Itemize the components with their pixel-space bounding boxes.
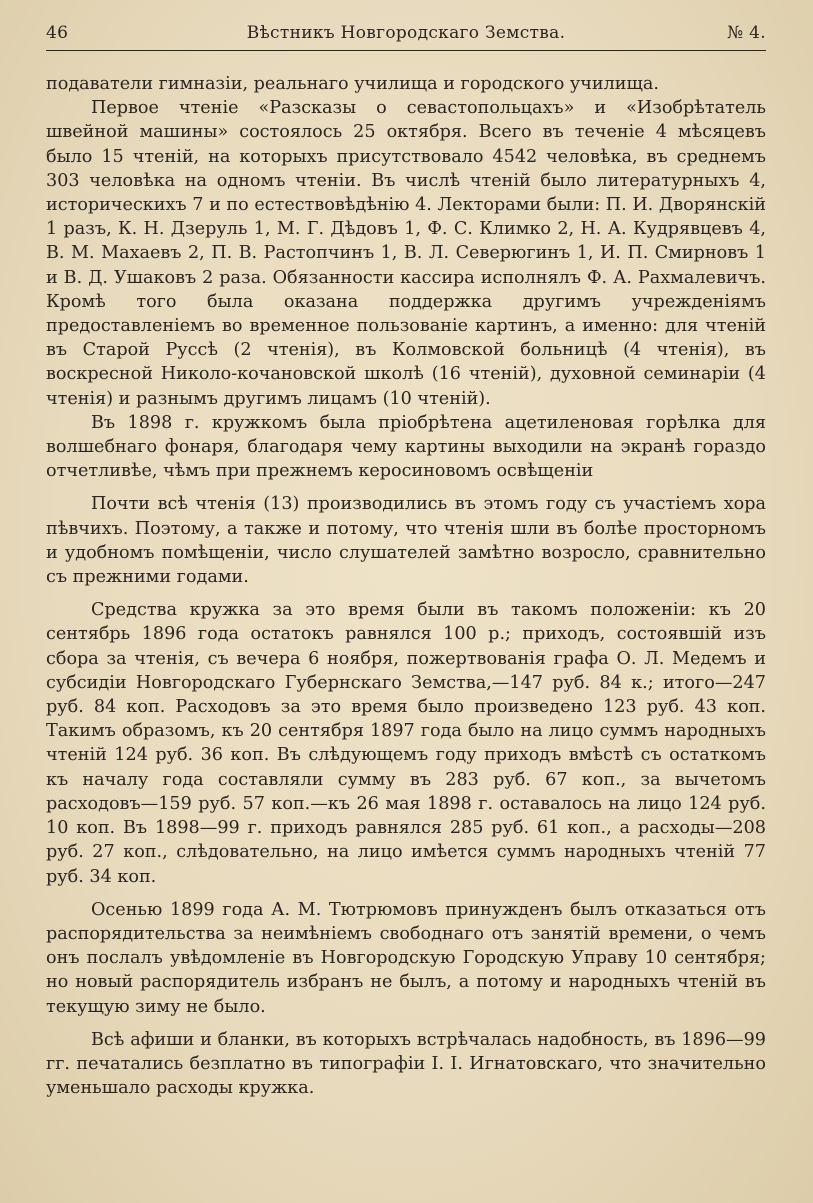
paragraph-choir: Почти всѣ чтенія (13) производились въ этомъ году съ участіемъ хора пѣвчихъ. Поэтому, а также и потому, что чтенія шли въ болѣе просторномъ и удобномъ помѣщеніи, число слушателей замѣтно возросло, сравнительно съ прежними годами. xyxy=(46,494,766,588)
paragraph-first-readings: Первое чтеніе «Разсказы о севастопольцахъ» и «Изобрѣтатель швейной машины» состоялось 25 октября. Всего въ теченіе 4 мѣсяцевъ было 15 чтеній, на которыхъ присутствовало 4542 человѣка, въ среднемъ 303 человѣка на одномъ чтеніи. Въ числѣ чтеній было литературныхъ 4, историческихъ 7 и по естествовѣдѣнію 4. Лекторами были: П. И. Дворянскій 1 разъ, К. Н. Дзеруль 1, М. Г. Дѣдовъ 1, Ф. С. Климко 2, Н. А. Кудрявцевъ 4, В. М. Махаевъ 2, П. В. Растопчинъ 1, В. Л. Северюгинъ 1, И. П. Смирновъ 1 и В. Д. Ушаковъ 2 раза. Обязанности кассира исполнялъ Ф. А. Рахмалевичъ. Кромѣ того была оказана поддержка другимъ учрежденіямъ предоставленіемъ во временное пользованіе картинъ, а именно: для чтеній въ Старой Руссѣ (2 чтенія), въ Колмовской больницѣ (4 чтенія), въ воскресной Николо-кочановской школѣ (16 чтеній), духовной семинаріи (4 чтенія) и разнымъ другимъ лицамъ (10 чтеній). xyxy=(46,98,766,409)
paragraph-autumn-1899: Осенью 1899 года А. М. Тютрюмовъ принужденъ былъ отказаться отъ распорядительства за неимѣніемъ свободнаго отъ занятій времени, о чемъ онъ послалъ увѣдомленіе въ Новгородскую Городскую Управу 10 сентября; но новый распорядитель избранъ не былъ, а потому и народныхъ чтеній въ текущую зиму не было. xyxy=(46,899,766,1017)
page-number: 46 xyxy=(46,23,69,43)
paragraph-printing: Всѣ афиши и бланки, въ которыхъ встрѣчалась надобность, въ 1896—99 гг. печатались безплатно въ типографіи І. І. Игнатовскаго, что значительно уменьшало расходы кружка. xyxy=(46,1029,766,1099)
issue-number: № 4. xyxy=(727,23,766,43)
journal-title: Вѣстникъ Новгородскаго Земства. xyxy=(246,23,566,43)
body-text xyxy=(46,72,766,1100)
paragraph-acetylene-lamp: Въ 1898 г. кружкомъ была пріобрѣтена ацетиленовая горѣлка для волшебнаго фонаря, благодаря чему картины выходили на экранѣ гораздо отчетливѣе, чѣмъ при прежнемъ керосиновомъ освѣщеніи xyxy=(46,412,766,482)
running-header xyxy=(46,20,766,51)
paragraph-finances: Средства кружка за это время были въ такомъ положеніи: къ 20 сентябрь 1896 года остатокъ равнялся 100 р.; приходъ, состоявшій изъ сбора за чтенія, съ вечера 6 ноября, пожертвованія графа О. Л. Медемъ и субсидіи Новгородскаго Губернскаго Земства,—147 руб. 84 к.; итого—247 руб. 84 коп. Расходовъ за это время было произведено 123 руб. 43 коп. Такимъ образомъ, къ 20 сентября 1897 года было на лицо суммъ народныхъ чтеній 124 руб. 36 коп. Въ слѣдующемъ году приходъ вмѣстѣ съ остаткомъ къ началу года составляли сумму въ 283 руб. 67 коп., за вычетомъ расходовъ—159 руб. 57 коп.—къ 26 мая 1898 г. оставалось на лицо 124 руб. 10 коп. Въ 1898—99 г. приходъ равнялся 285 руб. 61 коп., а расходы—208 руб. 27 коп., слѣдовательно, на лицо имѣется суммъ народныхъ чтеній 77 руб. 34 коп. xyxy=(46,600,766,887)
paragraph-continuation: подаватели гимназіи, реальнаго училища и городского училища. xyxy=(46,74,659,94)
